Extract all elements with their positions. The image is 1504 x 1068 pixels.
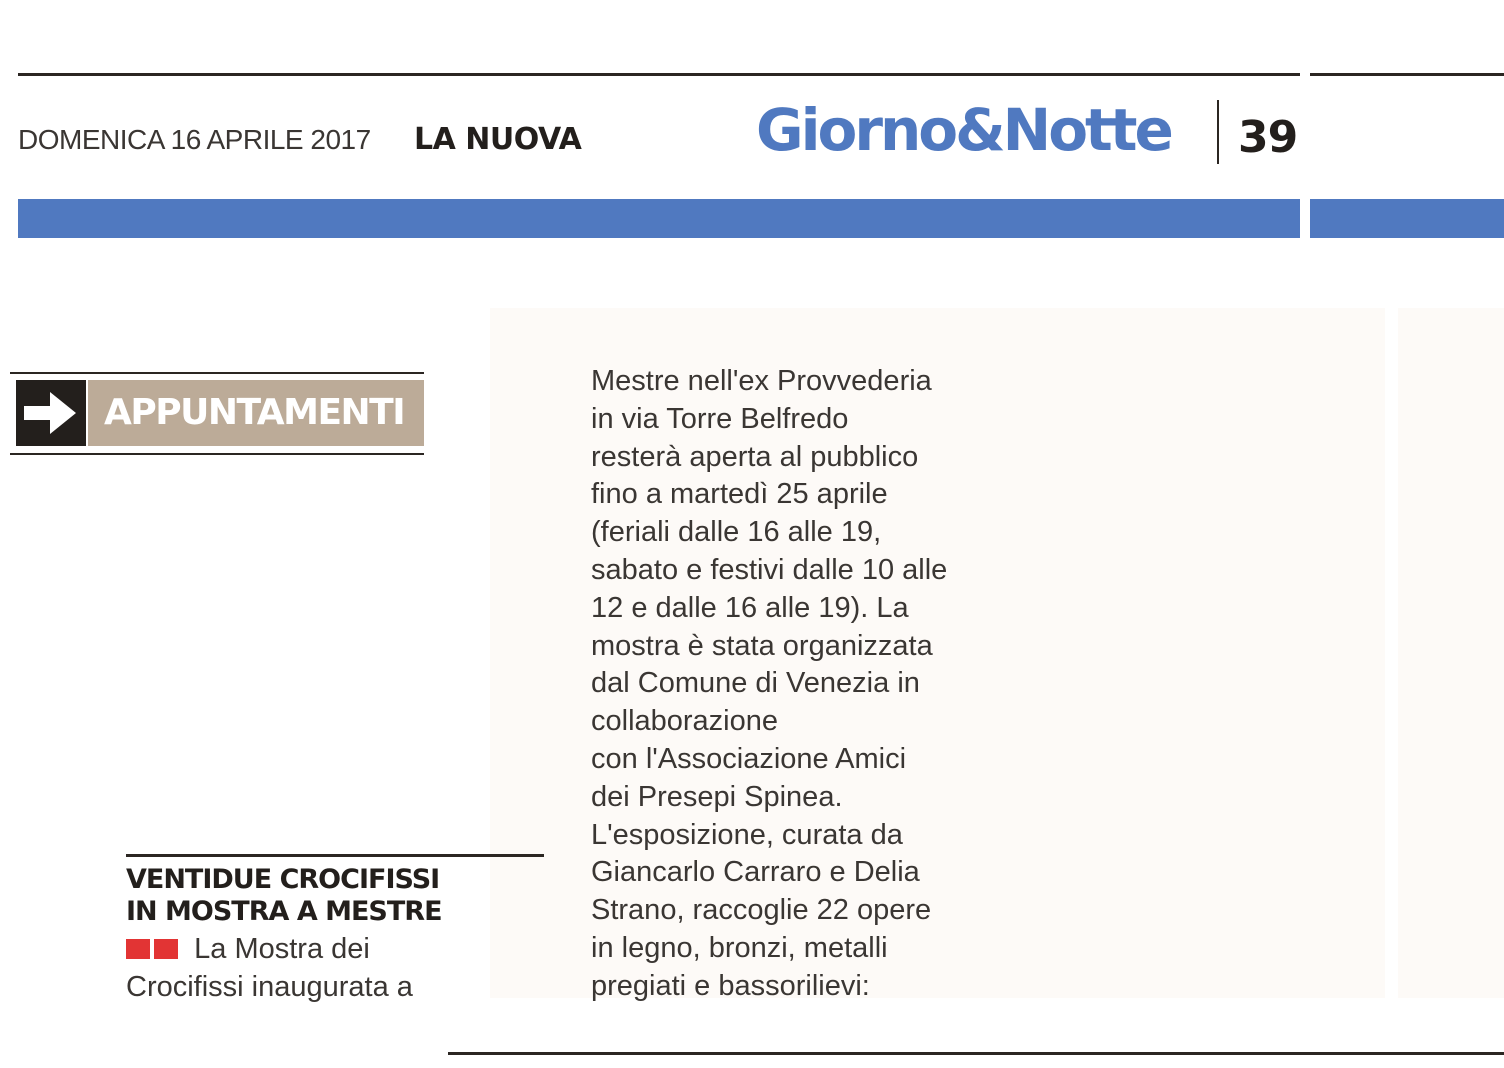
- badge-label: APPUNTAMENTI: [104, 392, 405, 433]
- scan-tint-area-right: [1398, 308, 1504, 998]
- header-blue-bar-right: [1310, 199, 1504, 238]
- lead-line-text: La Mostra dei: [194, 933, 370, 965]
- body-line: fino a martedì 25 aprile: [591, 478, 888, 511]
- header-blue-bar-left: [18, 199, 1300, 238]
- body-line: dei Presepi Spinea.: [591, 780, 843, 813]
- header-top-rule-left: [18, 73, 1300, 76]
- red-square-bullet-icon: [126, 933, 178, 965]
- body-line: dal Comune di Venezia in: [591, 667, 920, 700]
- body-line: resterà aperta al pubblico: [591, 440, 919, 473]
- right-arrow-icon: [16, 380, 86, 446]
- appuntamenti-badge: [10, 372, 424, 456]
- body-line: Mestre nell'ex Provvederia: [591, 365, 932, 397]
- body-line: 12 e dalle 16 alle 19). La: [591, 591, 909, 624]
- bottom-rule: [448, 1052, 1504, 1055]
- body-line: sabato e festivi dalle 10 alle: [591, 553, 948, 586]
- headline-line: IN MOSTRA A MESTRE: [126, 896, 442, 927]
- badge-bottom-rule: [10, 453, 424, 455]
- header-date: DOMENICA 16 APRILE 2017: [18, 124, 371, 155]
- badge-top-rule: [10, 372, 424, 374]
- lead-line: [126, 930, 413, 968]
- body-line: in legno, bronzi, metalli: [591, 931, 888, 964]
- page-number: 39: [1238, 112, 1298, 163]
- body-line: (feriali dalle 16 alle 19,: [591, 516, 882, 549]
- body-line: con l'Associazione Amici: [591, 742, 907, 775]
- section-title: Giorno&Notte: [756, 96, 1171, 164]
- body-line: Giancarlo Carraro e Delia: [591, 856, 920, 889]
- lead-line: Crocifissi inaugurata a: [126, 971, 413, 1003]
- headline-line: VENTIDUE CROCIFISSI: [126, 864, 440, 895]
- header-top-rule-right: [1310, 73, 1504, 76]
- article-lead: [126, 930, 413, 1006]
- body-line: in via Torre Belfredo: [591, 402, 849, 435]
- body-line: mostra è stata organizzata: [591, 629, 933, 662]
- body-line: Strano, raccoglie 22 opere: [591, 894, 932, 927]
- article-headline: [126, 864, 442, 928]
- article-body-column: [591, 363, 947, 1006]
- newspaper-name: LA NUOVA: [414, 122, 582, 157]
- body-line: L'esposizione, curata da: [591, 818, 903, 851]
- badge-label-box: [88, 380, 424, 446]
- article-top-rule: [126, 854, 544, 857]
- page-number-divider: [1217, 100, 1219, 164]
- body-line: pregiati e bassorilievi:: [591, 969, 870, 1002]
- body-line: collaborazione: [591, 705, 779, 738]
